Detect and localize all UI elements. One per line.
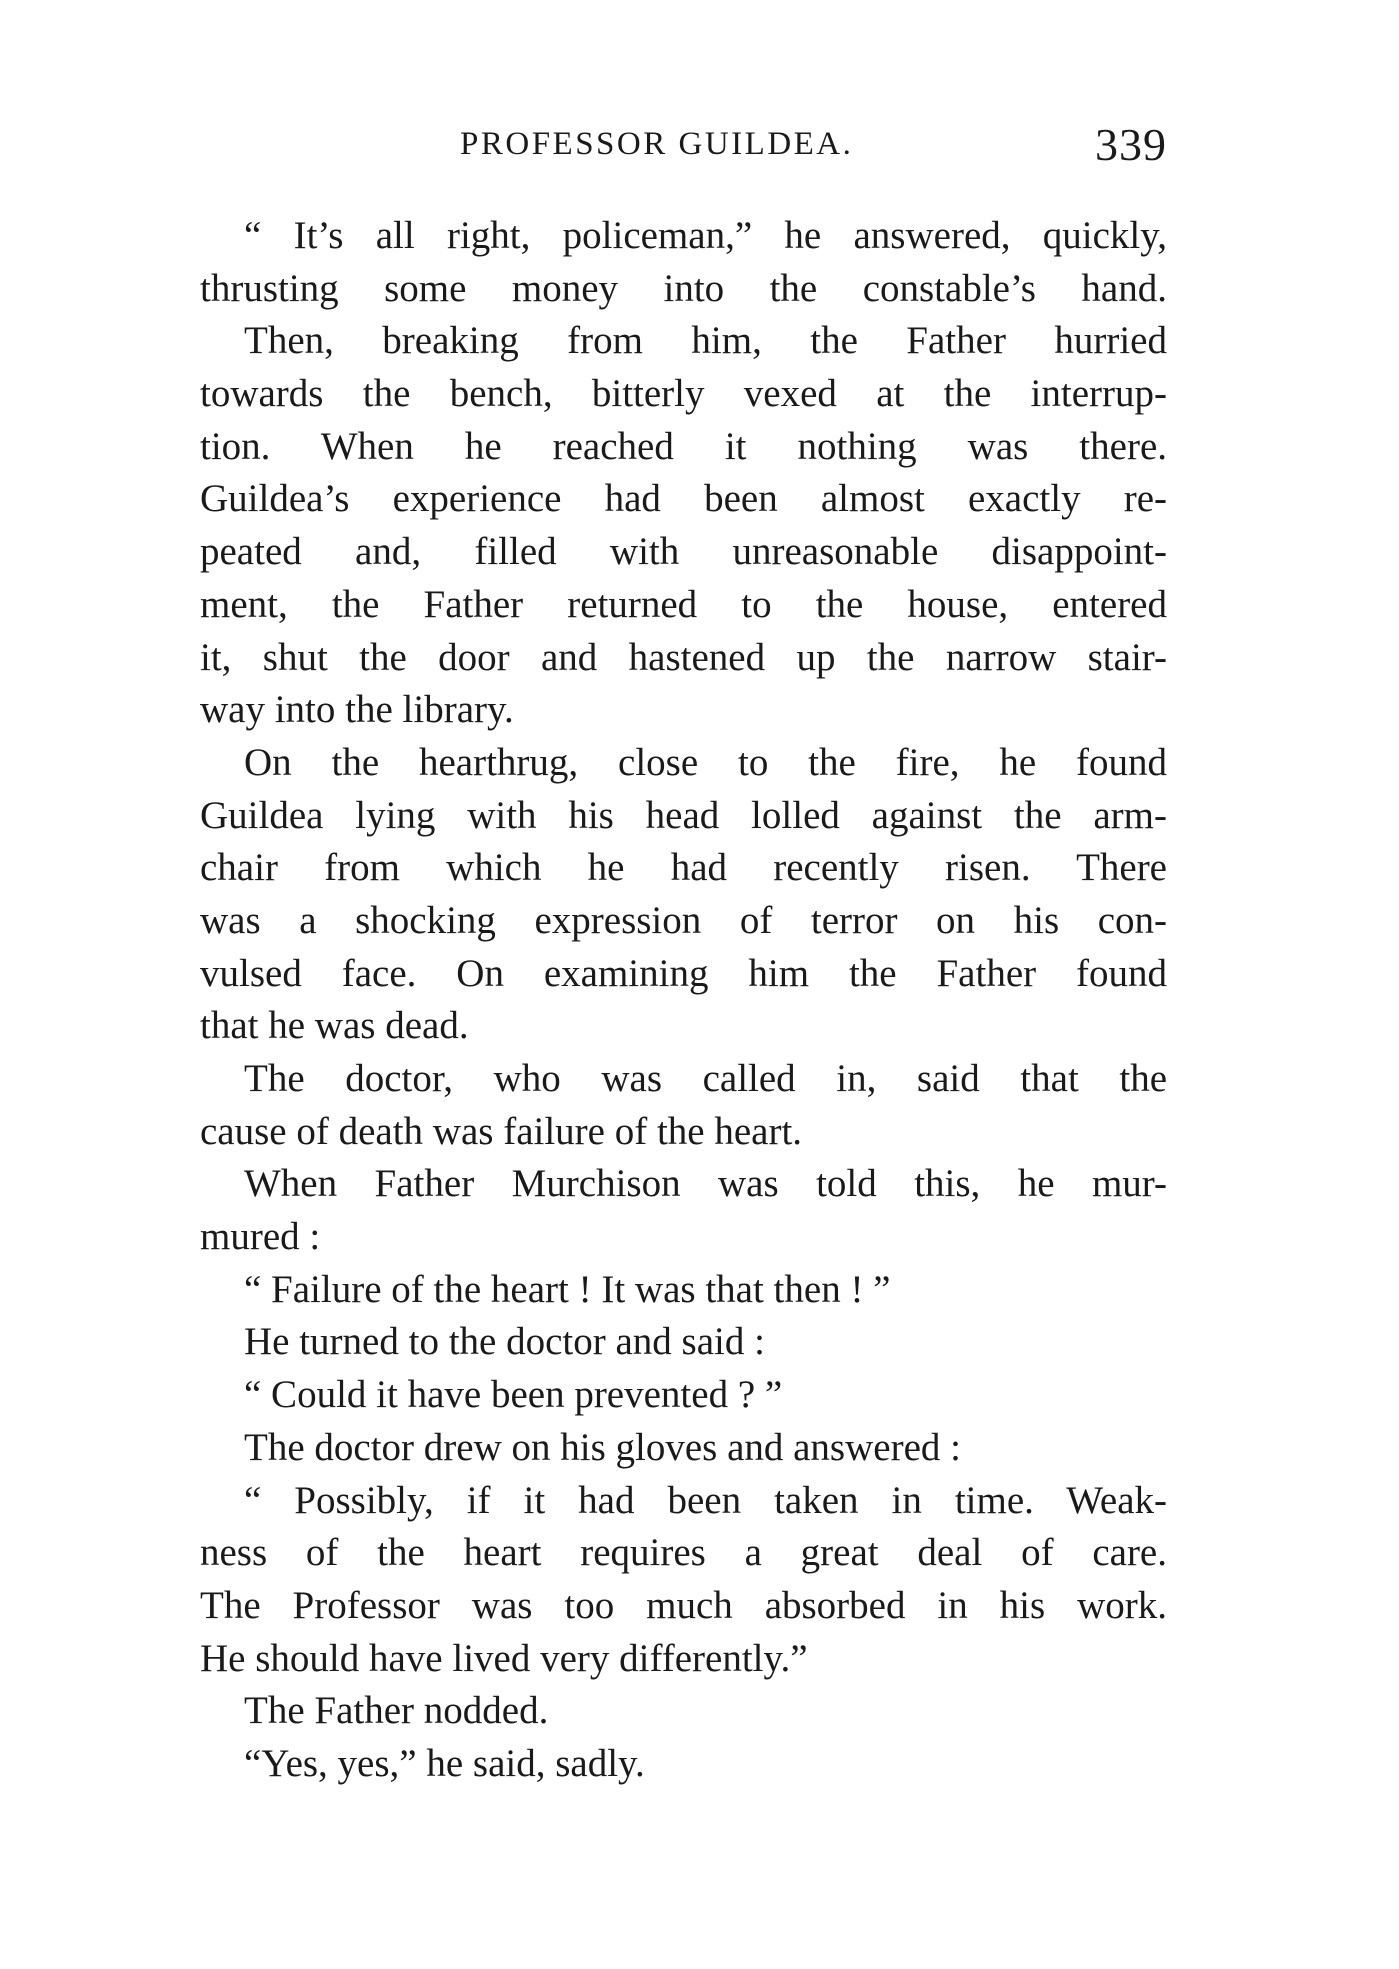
text-line: ness of the heart requires a great deal of care. <box>200 1531 1167 1575</box>
text-line: mured : <box>200 1215 321 1259</box>
text-line: The doctor, who was called in, said that the <box>244 1057 1167 1100</box>
text-line: “ Could it have been prevented ? ” <box>244 1373 783 1417</box>
text-line: way into the library. <box>200 688 514 732</box>
text-line: vulsed face. On examining him the Father found <box>200 951 1167 995</box>
text-line: Then, breaking from him, the Father hurried <box>244 319 1167 363</box>
text-line: He turned to the doctor and said : <box>244 1320 765 1364</box>
running-title: PROFESSOR GUILDEA. <box>460 126 854 162</box>
text-line: Guildea’s experience had been almost exactly re- <box>200 477 1167 521</box>
text-line: On the hearthrug, close to the fire, he found <box>244 740 1167 784</box>
text-line: cause of death was failure of the heart. <box>200 1109 803 1153</box>
text-line: “Yes, yes,” he said, sadly. <box>244 1741 645 1785</box>
text-line: “ Failure of the heart ! It was that then ! ” <box>244 1267 891 1311</box>
text-line: The doctor drew on his gloves and answered : <box>244 1425 961 1469</box>
text-line: When Father Murchison was told this, he mur- <box>244 1162 1167 1206</box>
text-line: thrusting some money into the constable’s hand. <box>200 266 1167 310</box>
text-line: “ It’s all right, policeman,” he answered, quickly, <box>244 214 1167 257</box>
text-line: He should have lived very differently.” <box>200 1636 808 1680</box>
page-number: 339 <box>1095 119 1167 170</box>
text-line: peated and, filled with unreasonable disappoint- <box>200 530 1167 574</box>
text-line: was a shocking expression of terror on his con- <box>200 898 1167 942</box>
page-header <box>200 118 1167 178</box>
body-text <box>200 210 1167 1791</box>
text-line: “ Possibly, if it had been taken in time. Weak- <box>244 1478 1167 1522</box>
text-line: Guildea lying with his head lolled against the arm- <box>200 793 1167 837</box>
text-line: The Father nodded. <box>244 1689 549 1733</box>
text-line: tion. When he reached it nothing was there. <box>200 424 1167 468</box>
text-line: The Professor was too much absorbed in his work. <box>200 1583 1167 1627</box>
text-line: that he was dead. <box>200 1004 469 1048</box>
text-line: towards the bench, bitterly vexed at the interrup- <box>200 372 1167 416</box>
text-line: chair from which he had recently risen. There <box>200 846 1167 890</box>
text-line: it, shut the door and hastened up the narrow stair- <box>200 635 1167 679</box>
text-line: ment, the Father returned to the house, entered <box>200 582 1167 626</box>
